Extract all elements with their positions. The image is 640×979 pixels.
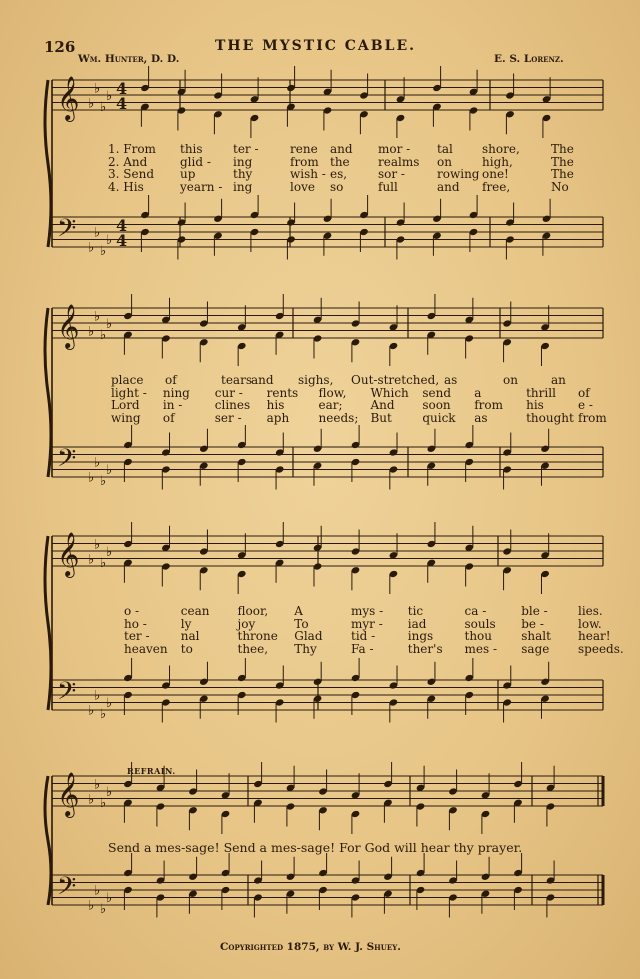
lyric-syllable: this: [180, 142, 203, 156]
lyric-syllable: his: [266, 398, 285, 412]
flat-icon: ♭: [94, 883, 101, 899]
lyric-syllable: on: [503, 373, 518, 387]
lyric-syllable: ter -: [124, 629, 150, 643]
system-2-bracket: [45, 308, 51, 477]
flat-icon: ♭: [94, 537, 101, 553]
treble-clef-icon: 𝄞: [57, 304, 80, 348]
lyric-syllable: 1. From: [108, 142, 156, 156]
flat-icon: ♭: [88, 898, 95, 914]
lyric-line: Send a mes-sage! Send a mes-sage! For God will hear thy prayer.: [108, 840, 523, 855]
lyric-syllable: from: [474, 398, 503, 412]
bass-clef-icon: 𝄢: [57, 872, 77, 907]
lyric-syllable: heaven: [124, 641, 168, 656]
lyric-syllable: tal: [437, 142, 453, 156]
lyric-syllable: cur -: [214, 385, 243, 400]
flat-icon: ♭: [100, 796, 107, 811]
lyric-syllable: of: [578, 385, 590, 400]
flat-icon: ♭: [88, 703, 95, 719]
lyric-syllable: tic: [407, 604, 424, 618]
bass-clef-icon: 𝄢: [57, 214, 77, 249]
page-number: 126: [44, 38, 76, 56]
lyric-syllable: hear!: [578, 629, 611, 643]
author-credit: Wm. Hunter, D. D.: [78, 53, 180, 65]
lyric-syllable: joy: [237, 616, 256, 631]
lyric-syllable: A: [294, 604, 303, 618]
flat-icon: ♭: [94, 688, 101, 704]
lyric-syllable: mes -: [464, 641, 498, 656]
flat-icon: ♭: [94, 81, 101, 97]
lyric-syllable: Thy: [294, 641, 317, 656]
lyric-syllable: light -: [111, 385, 147, 400]
lyric-syllable: Out-stretched,: [351, 373, 440, 387]
flat-icon: ♭: [94, 225, 101, 241]
lyric-syllable: high,: [482, 154, 513, 169]
lyric-syllable: ho -: [124, 616, 147, 631]
lyric-syllable: so: [330, 179, 344, 194]
lyric-syllable: rene: [290, 142, 318, 156]
flat-icon: ♭: [94, 309, 101, 325]
time-signature: 4: [116, 94, 128, 113]
lyric-syllable: Glad: [294, 629, 323, 643]
lyric-syllable: in -: [162, 398, 183, 412]
flat-icon: ♭: [88, 470, 95, 486]
lyric-syllable: realms: [378, 154, 420, 169]
lyric-syllable: as: [444, 373, 458, 387]
lyric-syllable: No: [551, 179, 569, 194]
flat-icon: ♭: [106, 890, 113, 906]
lyric-syllable: ser -: [214, 410, 242, 425]
lyric-syllable: aph: [266, 410, 290, 425]
lyric-syllable: iad: [407, 616, 427, 631]
lyric-syllable: sage: [521, 641, 550, 656]
flat-icon: ♭: [100, 100, 107, 115]
lyric-syllable: souls: [464, 616, 496, 631]
composer-credit: E. S. Lorenz.: [494, 53, 564, 65]
lyric-syllable: as: [474, 410, 488, 425]
lyric-syllable: sor -: [378, 167, 405, 181]
lyric-syllable: But: [370, 410, 392, 425]
lyric-syllable: e -: [578, 398, 593, 412]
flat-icon: ♭: [106, 462, 113, 478]
lyric-syllable: ther's: [407, 641, 443, 656]
lyric-syllable: tid -: [351, 629, 376, 643]
lyric-syllable: o -: [124, 604, 140, 618]
lyric-syllable: The: [551, 142, 574, 156]
lyric-syllable: to: [180, 641, 193, 656]
flat-icon: ♭: [100, 902, 107, 917]
lyric-syllable: throne: [237, 629, 278, 643]
lyric-syllable: from: [290, 154, 319, 169]
flat-icon: ♭: [100, 328, 107, 343]
lyric-syllable: floor,: [237, 604, 269, 618]
lyric-syllable: To: [294, 616, 309, 631]
lyric-syllable: free,: [482, 179, 511, 194]
lyric-syllable: quick: [422, 410, 456, 425]
lyric-syllable: the: [330, 154, 350, 169]
lyric-syllable: Which: [370, 385, 409, 400]
system-4-bracket: [45, 776, 51, 905]
lyric-syllable: shore,: [482, 142, 520, 156]
flat-icon: ♭: [106, 544, 113, 560]
lyric-syllable: And: [370, 398, 395, 412]
lyric-syllable: ing: [233, 154, 253, 169]
system-3-bracket: [45, 536, 51, 710]
lyric-syllable: mys -: [351, 604, 384, 618]
lyric-syllable: soon: [422, 398, 451, 412]
lyric-syllable: tears: [221, 373, 252, 387]
flat-icon: ♭: [88, 552, 95, 568]
lyric-syllable: ing: [233, 179, 253, 194]
lyric-syllable: The: [551, 154, 574, 169]
lyric-syllable: nal: [180, 629, 200, 643]
lyric-syllable: and: [251, 373, 274, 387]
lyric-syllable: send: [422, 385, 451, 400]
lyric-syllable: glid -: [180, 154, 211, 169]
lyric-syllable: thought: [526, 410, 574, 425]
lyric-syllable: rowing: [437, 167, 480, 181]
lyric-syllable: ter -: [233, 142, 259, 156]
bass-clef-icon: 𝄢: [57, 677, 77, 712]
flat-icon: ♭: [94, 777, 101, 793]
lyric-syllable: from: [578, 410, 607, 425]
lyric-syllable: thy: [233, 167, 253, 181]
lyric-syllable: on: [437, 154, 452, 169]
lyric-syllable: thrill: [526, 385, 556, 400]
flat-icon: ♭: [100, 244, 107, 259]
lyric-syllable: a: [474, 385, 482, 400]
flat-icon: ♭: [88, 240, 95, 256]
time-signature: 4: [116, 79, 128, 98]
lyric-syllable: mor -: [378, 142, 411, 156]
treble-clef-icon: 𝄞: [57, 76, 80, 120]
lyric-syllable: wish -: [290, 167, 326, 181]
lyric-syllable: 4. His: [108, 179, 144, 194]
lyric-syllable: Lord: [111, 398, 140, 412]
lyric-syllable: ear;: [318, 398, 343, 412]
lyric-syllable: ly: [180, 616, 192, 631]
flat-icon: ♭: [88, 96, 95, 112]
lyric-syllable: full: [378, 179, 398, 194]
lyric-syllable: wing: [111, 410, 141, 425]
lyric-syllable: of: [162, 410, 175, 425]
lyric-syllable: his: [526, 398, 544, 412]
lyric-syllable: ings: [407, 629, 434, 643]
lyric-syllable: 2. And: [108, 154, 148, 169]
flat-icon: ♭: [106, 784, 113, 800]
lyric-syllable: ble -: [521, 604, 548, 618]
flat-icon: ♭: [94, 455, 101, 471]
lyric-syllable: flow,: [318, 385, 347, 400]
flat-icon: ♭: [106, 232, 113, 248]
flat-icon: ♭: [100, 556, 107, 571]
lyric-syllable: sighs,: [298, 373, 334, 387]
treble-clef-icon: 𝄞: [57, 772, 80, 816]
lyric-syllable: of: [165, 373, 177, 387]
bass-clef-icon: 𝄢: [57, 444, 77, 479]
lyric-syllable: cean: [180, 604, 210, 618]
lyric-syllable: thee,: [237, 641, 269, 656]
lyric-syllable: ca -: [464, 604, 487, 618]
lyric-syllable: lies.: [578, 604, 603, 618]
lyric-syllable: an: [551, 373, 566, 387]
flat-icon: ♭: [106, 695, 113, 711]
lyric-syllable: needs;: [318, 410, 359, 425]
flat-icon: ♭: [88, 792, 95, 808]
lyric-syllable: es,: [330, 167, 348, 181]
lyric-syllable: love: [290, 179, 315, 194]
flat-icon: ♭: [100, 707, 107, 722]
flat-icon: ♭: [106, 88, 113, 104]
lyric-syllable: 3. Send: [108, 167, 154, 181]
lyric-syllable: speeds.: [578, 641, 624, 656]
flat-icon: ♭: [88, 324, 95, 340]
lyric-syllable: up: [180, 167, 196, 181]
lyric-syllable: The: [551, 167, 574, 181]
lyric-syllable: one!: [482, 167, 509, 181]
lyric-syllable: thou: [464, 629, 493, 643]
lyric-syllable: rents: [266, 385, 299, 400]
time-signature: 4: [116, 231, 128, 250]
lyric-syllable: and: [437, 179, 460, 194]
flat-icon: ♭: [106, 316, 113, 332]
system-1-bracket: [45, 80, 51, 247]
lyric-syllable: be -: [521, 616, 544, 631]
lyric-syllable: place: [111, 373, 144, 387]
lyric-syllable: Fa -: [351, 641, 374, 656]
time-signature: 4: [116, 216, 128, 235]
lyric-syllable: yearn -: [180, 179, 223, 194]
treble-clef-icon: 𝄞: [57, 532, 80, 576]
lyric-syllable: and: [330, 142, 353, 156]
hymn-title: THE MYSTIC CABLE.: [215, 38, 417, 54]
copyright-notice: Copyrighted 1875, by W. J. Shuey.: [220, 941, 401, 953]
refrain-label: REFRAIN.: [127, 766, 176, 776]
lyric-syllable: ning: [162, 385, 190, 400]
lyric-syllable: clines: [214, 398, 251, 412]
lyric-syllable: shalt: [521, 629, 551, 643]
lyric-syllable: low.: [578, 616, 602, 631]
lyric-syllable: myr -: [351, 616, 383, 631]
flat-icon: ♭: [100, 474, 107, 489]
